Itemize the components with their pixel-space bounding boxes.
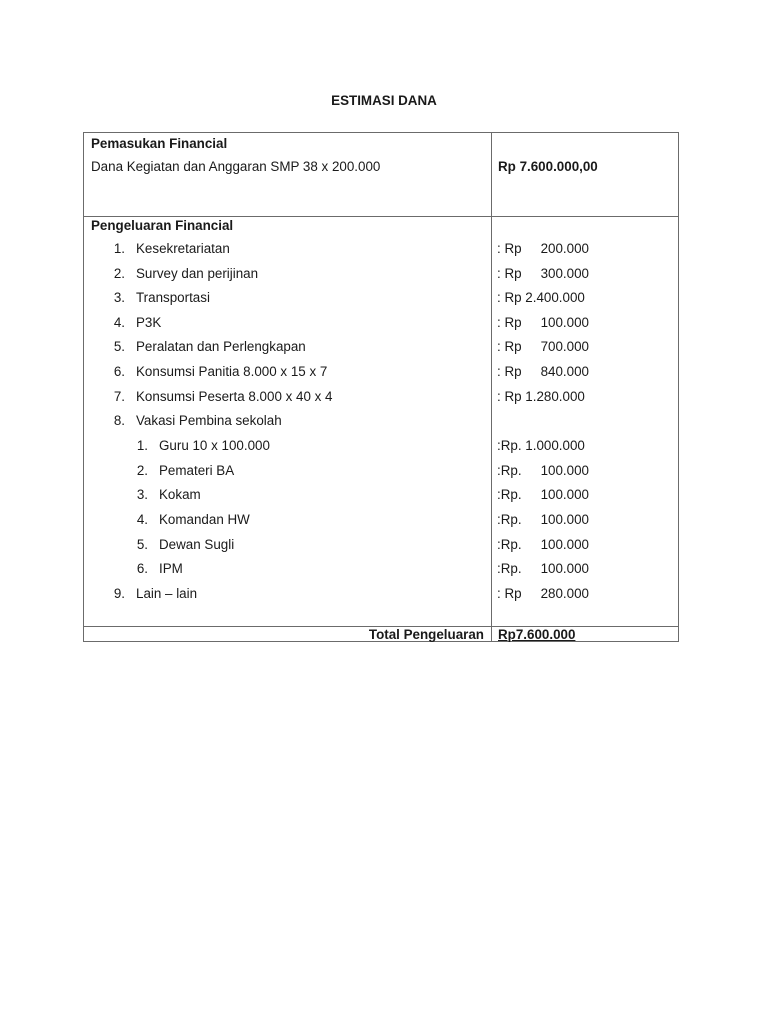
item-amount-value: 100.000: [540, 536, 589, 552]
item-number: 3.: [136, 487, 148, 503]
item-label: Kesekretariatan: [136, 241, 230, 256]
item-amount-value: 100.000: [540, 462, 589, 478]
income-description: Dana Kegiatan dan Anggaran SMP 38 x 200.000: [91, 159, 381, 174]
item-label: Kokam: [159, 487, 201, 503]
item-label: Vakasi Pembina sekolah: [136, 413, 282, 429]
total-label: Total Pengeluaran: [368, 627, 484, 642]
item-number: 3.: [113, 290, 125, 306]
item-number: 6.: [113, 364, 125, 379]
item-label: Peralatan dan Perlengkapan: [136, 339, 306, 355]
item-amount-prefix: :Rp.: [497, 512, 522, 527]
item-amount-prefix: : Rp: [497, 265, 522, 281]
item-amount-prefix: : Rp: [497, 585, 522, 601]
item-number: 5.: [113, 339, 125, 355]
item-label: Transportasi: [136, 290, 210, 306]
item-number: 4.: [136, 512, 148, 527]
item-amount-value: 280.000: [540, 585, 589, 601]
item-label: Konsumsi Peserta 8.000 x 40 x 4: [136, 388, 333, 404]
item-amount-prefix: : Rp: [497, 314, 522, 330]
item-label: Dewan Sugli: [159, 536, 235, 552]
item-label: P3K: [136, 314, 162, 330]
item-amount-prefix: :Rp.: [497, 536, 522, 552]
item-number: 5.: [136, 536, 148, 552]
item-label: Pemateri BA: [159, 462, 235, 478]
item-number: 1.: [113, 241, 125, 256]
item-amount-value: 200.000: [540, 241, 589, 256]
item-amount-prefix: : Rp 1.280.000: [497, 388, 585, 404]
budget-table: [83, 132, 679, 642]
item-number: 2.: [136, 462, 148, 478]
item-amount-prefix: : Rp: [497, 241, 522, 256]
item-amount-prefix: :Rp. 1.000.000: [497, 438, 585, 454]
income-header: Pemasukan Financial: [91, 136, 228, 151]
item-amount-prefix: : Rp: [497, 339, 522, 355]
item-number: 9.: [113, 585, 125, 601]
item-number: 1.: [136, 438, 148, 454]
item-label: Lain – lain: [136, 585, 198, 601]
item-amount-value: 100.000: [540, 487, 589, 503]
item-number: 4.: [113, 314, 125, 330]
item-amount-value: 100.000: [540, 512, 589, 527]
item-number: 8.: [113, 413, 125, 429]
item-amount-prefix: : Rp 2.400.000: [497, 290, 585, 306]
column-divider: [491, 133, 492, 641]
item-number: 2.: [113, 265, 125, 281]
item-number: 7.: [113, 388, 125, 404]
item-amount-prefix: :Rp.: [497, 561, 522, 577]
row-divider-income: [84, 216, 678, 217]
item-label: IPM: [159, 561, 183, 577]
item-label: Survey dan perijinan: [136, 265, 259, 281]
expense-header: Pengeluaran Financial: [91, 218, 234, 233]
item-label: Komandan HW: [159, 512, 250, 527]
item-amount-prefix: : Rp: [497, 364, 522, 379]
item-label: Guru 10 x 100.000: [159, 438, 270, 454]
income-amount: Rp 7.600.000,00: [498, 159, 598, 174]
item-amount-prefix: :Rp.: [497, 462, 522, 478]
item-amount-value: 300.000: [540, 265, 589, 281]
item-amount-value: 100.000: [540, 314, 589, 330]
item-amount-value: 100.000: [540, 561, 589, 577]
item-amount-prefix: :Rp.: [497, 487, 522, 503]
item-label: Konsumsi Panitia 8.000 x 15 x 7: [136, 364, 328, 379]
item-number: 6.: [136, 561, 148, 577]
item-amount-value: 700.000: [540, 339, 589, 355]
item-amount-value: 840.000: [540, 364, 589, 379]
total-amount: Rp7.600.000: [498, 627, 576, 642]
document-title: ESTIMASI DANA: [331, 93, 437, 108]
